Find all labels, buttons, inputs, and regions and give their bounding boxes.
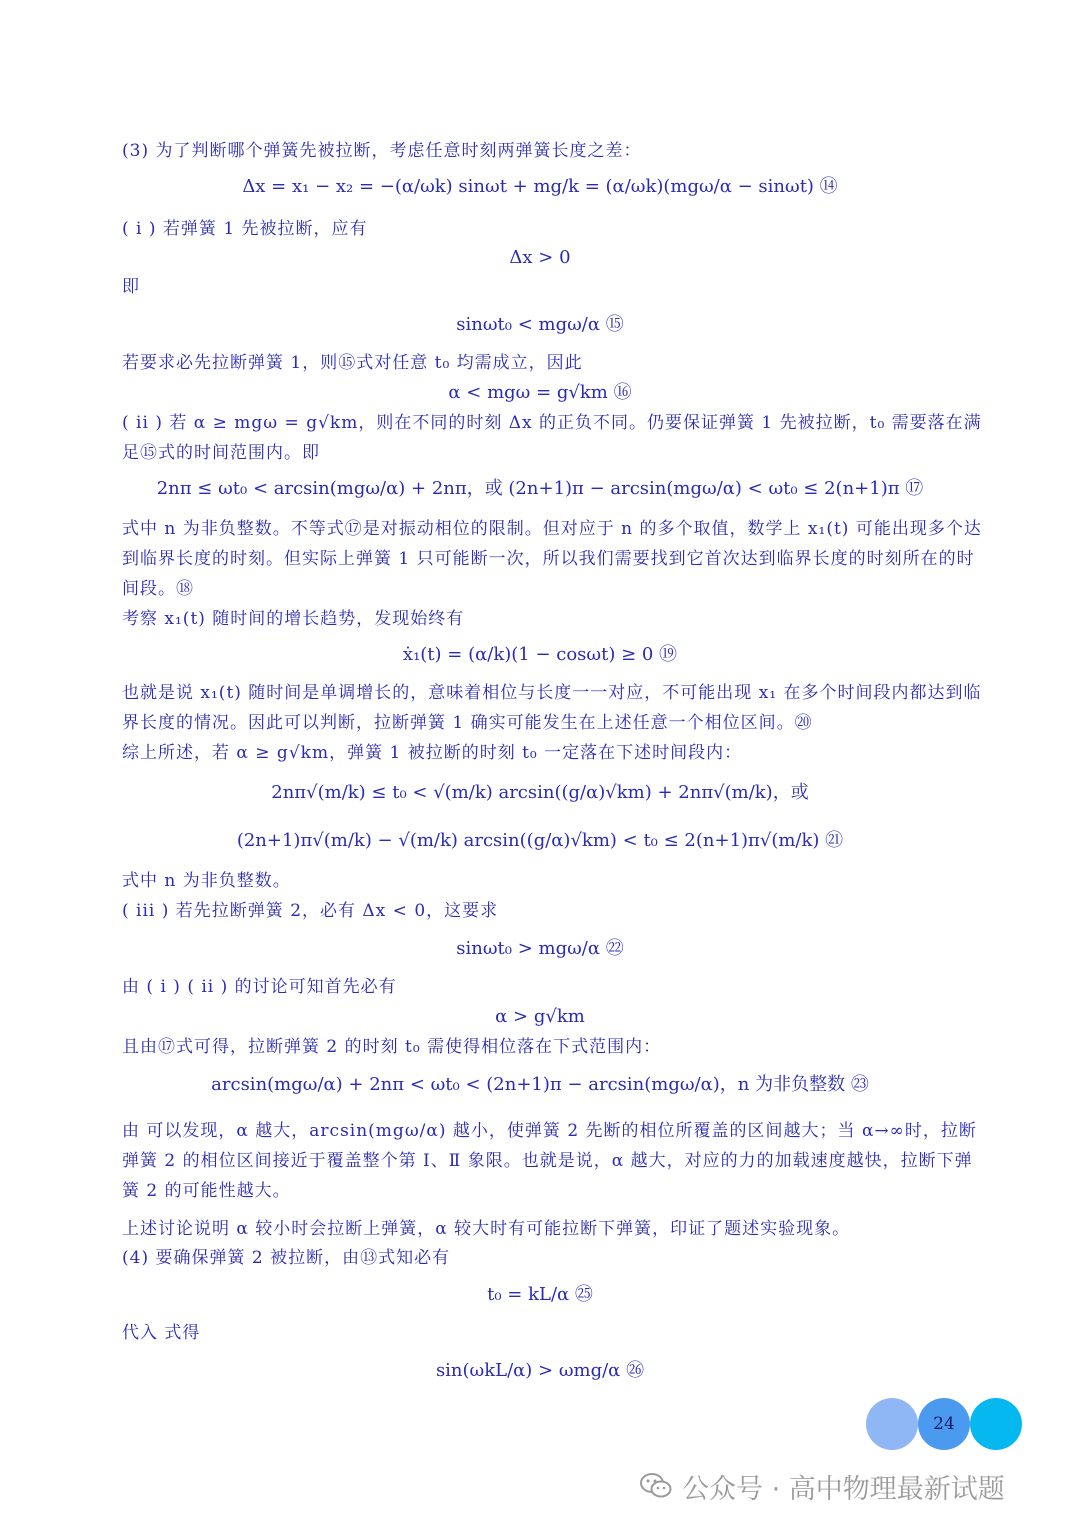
watermark-text: 公众号 · 高中物理最新试题 — [682, 1473, 1005, 1505]
equation-21b: (2n+1)π√(m/k) − √(m/k) arcsin((g/α)√km) < t₀ ≤ 2(n+1)π√(m/k) ㉑ — [236, 830, 844, 851]
paragraph-n-nonneg: 式中 n 为非负整数。不等式⑰是对振动相位的限制。但对应于 n 的多个取值，数学上 x₁(t) 可能出现多个达到临界长度的时刻。但实际上弹簧 1 只可能断一次，所以我们需要找到它首次达到临界长度的时刻所在的时间段。⑱ — [122, 519, 982, 599]
equation-16: α < mgω = g√km ⑯ — [448, 382, 632, 403]
equation-15: sinωt₀ < mgω/α ⑮ — [456, 314, 624, 335]
paragraph-from-discussion: 由 ( i ) ( ii ) 的讨论可知首先必有 — [122, 977, 397, 997]
page-number: 24 — [933, 1414, 955, 1434]
paragraph-substitute: 代入 式得 — [122, 1323, 201, 1343]
paragraph-case-iii: ( iii ) 若先拉断弹簧 2，必有 Δx < 0，这要求 — [122, 901, 499, 921]
equation-23: arcsin(mgω/α) + 2nπ < ωt₀ < (2n+1)π − arcsin(mgω/α)，n 为非负整数 ㉓ — [211, 1074, 869, 1095]
watermark — [640, 1466, 1005, 1506]
badge-circle-left — [866, 1398, 918, 1450]
equation-22: sinωt₀ > mgω/α ㉒ — [456, 938, 624, 959]
paragraph-conclusion: 上述讨论说明 α 较小时会拉断上弹簧，α 较大时有可能拉断下弹簧，印证了题述实验现象。 — [122, 1219, 851, 1239]
paragraph-discover: 由 可以发现，α 越大，arcsin(mgω/α) 越小，使弹簧 2 先断的相位所覆盖的区间越大；当 α→∞时，拉断弹簧 2 的相位区间接近于覆盖整个第 Ⅰ、Ⅱ 象限。也就是说，α 越大，对应的力的加载速度越快，拉断下弹簧 2 的可能性越大。 — [122, 1121, 977, 1201]
paragraph-monotonic: 也就是说 x₁(t) 随时间是单调增长的，意味着相位与长度一一对应，不可能出现 x₁ 在多个时间段内都达到临界长度的情况。因此可以判断，拉断弹簧 1 确实可能发生在上述任意一个相位区间。⑳ — [122, 683, 982, 733]
paragraph-summary: 综上所述，若 α ≥ g√km，弹簧 1 被拉断的时刻 t₀ 一定落在下述时间段内： — [122, 743, 743, 763]
equation-17: 2nπ ≤ ωt₀ < arcsin(mgω/α) + 2nπ，或 (2n+1)π − arcsin(mgω/α) < ωt₀ ≤ 2(n+1)π ⑰ — [156, 478, 924, 499]
paragraph-n-nonneg-2: 式中 n 为非负整数。 — [122, 871, 291, 891]
page-number-badge — [866, 1398, 1026, 1450]
equation-25: t₀ = kL/α ㉕ — [487, 1284, 593, 1305]
paragraph-case-i: ( i ) 若弹簧 1 先被拉断，应有 — [122, 219, 368, 239]
paragraph-part3-intro: (3) 为了判断哪个弹簧先被拉断，考虑任意时刻两弹簧长度之差： — [122, 141, 642, 161]
paragraph-part4: (4) 要确保弹簧 2 被拉断，由⑬式知必有 — [122, 1248, 451, 1268]
badge-circle-right — [970, 1398, 1022, 1450]
equation-14: Δx = x₁ − x₂ = −(α/ωk) sinωt + mg/k = (α/ωk)(mgω/α − sinωt) ⑭ — [242, 176, 838, 197]
paragraph-require: 若要求必先拉断弹簧 1，则⑮式对任意 t₀ 均需成立，因此 — [122, 353, 583, 373]
equation-dx-positive: Δx > 0 — [509, 247, 571, 268]
equation-21a: 2nπ√(m/k) ≤ t₀ < √(m/k) arcsin((g/α)√km) + 2nπ√(m/k)，或 — [271, 782, 809, 803]
paragraph-trend: 考察 x₁(t) 随时间的增长趋势，发现始终有 — [122, 609, 465, 629]
paragraph-case-ii: ( ii ) 若 α ≥ mgω = g√km，则在不同的时刻 Δx 的正负不同。仍要保证弹簧 1 先被拉断，t₀ 需要落在满足⑮式的时间范围内。即 — [122, 413, 982, 463]
equation-alpha-gt: α > g√km — [495, 1006, 585, 1027]
paragraph-ji: 即 — [122, 277, 140, 297]
wechat-icon — [640, 1472, 672, 1500]
equation-19: ẋ₁(t) = (α/k)(1 − cosωt) ≥ 0 ⑲ — [402, 644, 678, 665]
paragraph-from-17: 且由⑰式可得，拉断弹簧 2 的时刻 t₀ 需使得相位落在下式范围内： — [122, 1037, 662, 1057]
equation-26: sin(ωkL/α) > ωmg/α ㉖ — [435, 1360, 645, 1381]
